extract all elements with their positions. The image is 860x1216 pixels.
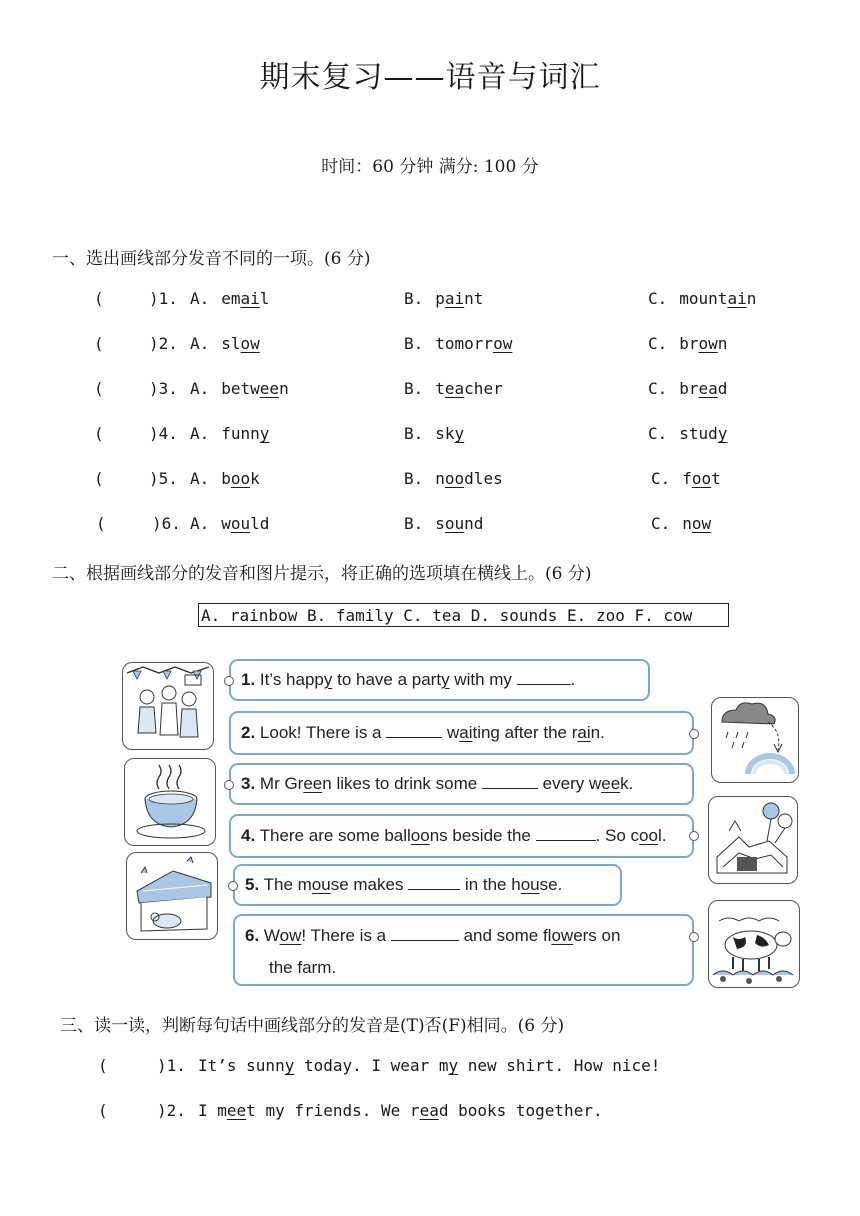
word-part: s: [435, 514, 445, 533]
option-letter: A.: [190, 469, 210, 488]
sentence-number: 2.: [241, 723, 256, 742]
section3-item-1: [0, 1056, 860, 1080]
text: n likes to drink some: [322, 774, 482, 793]
answer-paren[interactable]: (: [94, 424, 104, 443]
underlined-sound: ea: [444, 379, 465, 398]
underlined-sound: ee: [226, 1101, 247, 1120]
section3-heading: 三、读一读，判断每句话中画线部分的发音是(T)否(F)相同。(6 分): [60, 1016, 565, 1036]
option-letter: B.: [404, 334, 424, 353]
option-b[interactable]: [404, 469, 503, 488]
section2-heading: 二、根据画线部分的发音和图片提示，将正确的选项填在横线上。(6 分): [52, 564, 592, 584]
option-b[interactable]: [404, 379, 503, 398]
sentence-3: [229, 763, 694, 805]
underlined-sound: ow: [240, 334, 260, 353]
word-part: tomorr: [435, 334, 494, 353]
sentence-6-line2: the farm.: [269, 958, 337, 977]
underlined-sound: ou: [311, 875, 331, 894]
word-part: l: [259, 289, 270, 308]
underlined-sound: ai: [727, 289, 747, 308]
underlined-sound: y: [717, 424, 728, 443]
option-a[interactable]: [190, 469, 260, 488]
text: It’s happ: [255, 670, 324, 689]
text: I m: [198, 1101, 227, 1120]
item-number: )6.: [152, 514, 181, 533]
section1-item: [0, 424, 860, 448]
cow-farm-picture: [708, 900, 800, 988]
option-b[interactable]: [404, 514, 483, 533]
word-part: nd: [464, 514, 484, 533]
item-number: )4.: [149, 424, 178, 443]
sentence-number: 6.: [245, 926, 260, 945]
word-part: t: [711, 469, 721, 488]
option-letter: A.: [190, 289, 210, 308]
underlined-sound: ai: [459, 723, 473, 742]
text: It’s sunn: [198, 1056, 285, 1075]
option-c[interactable]: [648, 424, 727, 443]
connector-dot: [689, 729, 699, 739]
text: and some fl: [458, 926, 552, 945]
text: today. I wear m: [294, 1056, 449, 1075]
connector-dot: [228, 881, 238, 891]
text: W: [259, 926, 280, 945]
sentence-number: 1.: [241, 670, 256, 689]
underlined-sound: oo: [230, 469, 251, 488]
option-letter: A.: [190, 514, 210, 533]
sentence: [198, 1101, 603, 1120]
answer-blank[interactable]: [482, 774, 538, 789]
text: k.: [620, 774, 634, 793]
tea-cup-picture: [124, 758, 216, 846]
text: in the h: [460, 875, 521, 894]
underlined-sound: y: [323, 670, 333, 689]
underlined-sound: ou: [520, 875, 540, 894]
answer-blank[interactable]: [391, 926, 459, 941]
option-c[interactable]: [651, 469, 721, 488]
text: l.: [657, 826, 667, 845]
answer-blank[interactable]: [517, 670, 571, 685]
text: ers on: [573, 926, 621, 945]
text: n.: [590, 723, 605, 742]
text: new shirt. How nice!: [458, 1056, 661, 1075]
word-part: br: [679, 334, 699, 353]
sentence-number: 3.: [241, 774, 256, 793]
underlined-sound: ee: [601, 774, 621, 793]
underlined-sound: y: [284, 1056, 295, 1075]
house-mouse-picture: [126, 852, 218, 940]
item-number: )3.: [149, 379, 178, 398]
underlined-sound: ai: [240, 289, 260, 308]
option-letter: B.: [404, 289, 424, 308]
exam-info: 时间：60 分钟 满分: 100 分: [321, 157, 539, 177]
connector-dot: [224, 676, 234, 686]
word-part: funn: [221, 424, 260, 443]
underlined-sound: ee: [259, 379, 280, 398]
item-number: )2.: [149, 334, 178, 353]
item-number: )1.: [149, 289, 178, 308]
answer-blank[interactable]: [536, 826, 596, 841]
word-part: d: [717, 379, 728, 398]
underlined-sound: ea: [698, 379, 718, 398]
word-part: n: [435, 469, 445, 488]
word-options-box: A. rainbow B. family C. tea D. sounds E. zoo F. cow: [198, 603, 729, 627]
word-part: br: [679, 379, 699, 398]
underlined-sound: ow: [698, 334, 718, 353]
answer-paren[interactable]: (: [94, 289, 104, 308]
underlined-sound: ai: [444, 289, 465, 308]
underlined-sound: y: [448, 1056, 459, 1075]
option-letter: B.: [404, 379, 424, 398]
answer-paren[interactable]: (: [94, 334, 104, 353]
text: There are some ball: [255, 826, 411, 845]
sentence: [198, 1056, 660, 1075]
word-part: betw: [221, 379, 260, 398]
text: se.: [539, 875, 563, 894]
word-part: ld: [250, 514, 270, 533]
underlined-sound: ea: [419, 1101, 439, 1120]
word-part: w: [221, 514, 231, 533]
option-c[interactable]: [648, 379, 727, 398]
text: Mr Gr: [255, 774, 304, 793]
option-b[interactable]: [404, 289, 483, 308]
underlined-sound: y: [454, 424, 465, 443]
text: se makes: [330, 875, 409, 894]
option-letter: C.: [648, 289, 668, 308]
item-number: )1.: [157, 1056, 186, 1075]
sentence-number: 5.: [245, 875, 260, 894]
option-b[interactable]: [404, 424, 464, 443]
sentence-1: [229, 659, 650, 701]
section1-item: [0, 379, 860, 403]
option-a[interactable]: [190, 334, 260, 353]
family-picture: [122, 662, 214, 750]
answer-blank[interactable]: [408, 875, 460, 890]
text: with my: [449, 670, 517, 689]
answer-paren[interactable]: (: [94, 469, 104, 488]
connector-dot: [224, 780, 234, 790]
section1-item: [0, 469, 860, 493]
option-letter: C.: [651, 469, 671, 488]
option-c[interactable]: [651, 514, 711, 533]
word-part: cher: [464, 379, 503, 398]
underlined-sound: ow: [493, 334, 513, 353]
option-letter: A.: [190, 424, 210, 443]
word-part: mount: [679, 289, 728, 308]
word-part: em: [221, 289, 241, 308]
connector-dot: [689, 932, 699, 942]
underlined-sound: oo: [639, 826, 658, 845]
section3-item-2: [0, 1101, 860, 1125]
word-part: n: [682, 514, 692, 533]
sentence-6: [233, 914, 694, 986]
word-part: p: [435, 289, 445, 308]
text: .: [570, 670, 576, 689]
sentence-5: [233, 864, 622, 906]
answer-paren[interactable]: (: [98, 1101, 108, 1120]
word-part: dles: [464, 469, 503, 488]
sentence-4: [229, 814, 694, 858]
rainbow-rain-picture: [711, 697, 799, 783]
option-a[interactable]: [190, 289, 269, 308]
item-number: )5.: [149, 469, 178, 488]
underlined-sound: oo: [691, 469, 712, 488]
text: every w: [537, 774, 602, 793]
section1-item: [0, 289, 860, 313]
underlined-sound: ow: [691, 514, 712, 533]
answer-paren[interactable]: (: [94, 379, 104, 398]
underlined-sound: ai: [577, 723, 591, 742]
zoo-balloons-picture: [708, 796, 798, 884]
word-part: stud: [679, 424, 718, 443]
text: ! There is a: [301, 926, 391, 945]
text: to have a part: [332, 670, 442, 689]
word-part: sl: [221, 334, 241, 353]
text: The m: [259, 875, 312, 894]
underlined-sound: y: [259, 424, 270, 443]
connector-dot: [689, 831, 699, 841]
option-c[interactable]: [648, 334, 727, 353]
answer-paren[interactable]: (: [96, 514, 106, 533]
word-part: sk: [435, 424, 455, 443]
underlined-sound: ow: [279, 926, 302, 945]
text: ns beside the: [429, 826, 536, 845]
answer-blank[interactable]: [386, 723, 442, 738]
word-part: n: [279, 379, 289, 398]
word-part: t: [435, 379, 445, 398]
section1-item: [0, 514, 860, 538]
option-b[interactable]: [404, 334, 512, 353]
sentence-6-line1: [245, 924, 692, 948]
option-letter: A.: [190, 379, 210, 398]
option-letter: C.: [648, 424, 668, 443]
underlined-sound: ou: [444, 514, 465, 533]
text: t my friends. We r: [246, 1101, 420, 1120]
section1-heading: 一、选出画线部分发音不同的一项。(6 分): [52, 249, 371, 269]
option-letter: C.: [648, 334, 668, 353]
underlined-sound: ou: [230, 514, 251, 533]
option-a[interactable]: [190, 379, 289, 398]
text: Look! There is a: [255, 723, 387, 742]
underlined-sound: ow: [551, 926, 574, 945]
option-c[interactable]: [648, 289, 756, 308]
section1-item: [0, 334, 860, 358]
text: ting after the r: [472, 723, 578, 742]
option-a[interactable]: [190, 514, 269, 533]
sentence-number: 4.: [241, 826, 256, 845]
text: d books together.: [438, 1101, 603, 1120]
option-a[interactable]: [190, 424, 269, 443]
word-part: n: [746, 289, 757, 308]
underlined-sound: ee: [303, 774, 323, 793]
item-number: )2.: [157, 1101, 186, 1120]
page-title: 期末复习——语音与词汇: [259, 60, 601, 95]
underlined-sound: y: [441, 670, 450, 689]
option-letter: B.: [404, 424, 424, 443]
underlined-sound: oo: [410, 826, 430, 845]
text: w: [442, 723, 460, 742]
option-letter: B.: [404, 469, 424, 488]
text: . So c: [595, 826, 640, 845]
option-letter: C.: [648, 379, 668, 398]
word-part: k: [250, 469, 260, 488]
answer-paren[interactable]: (: [98, 1056, 108, 1075]
word-part: b: [221, 469, 231, 488]
underlined-sound: oo: [444, 469, 465, 488]
option-letter: C.: [651, 514, 671, 533]
option-letter: B.: [404, 514, 424, 533]
word-part: nt: [464, 289, 484, 308]
sentence-2: [229, 711, 694, 755]
word-part: f: [682, 469, 692, 488]
word-part: n: [717, 334, 728, 353]
option-letter: A.: [190, 334, 210, 353]
